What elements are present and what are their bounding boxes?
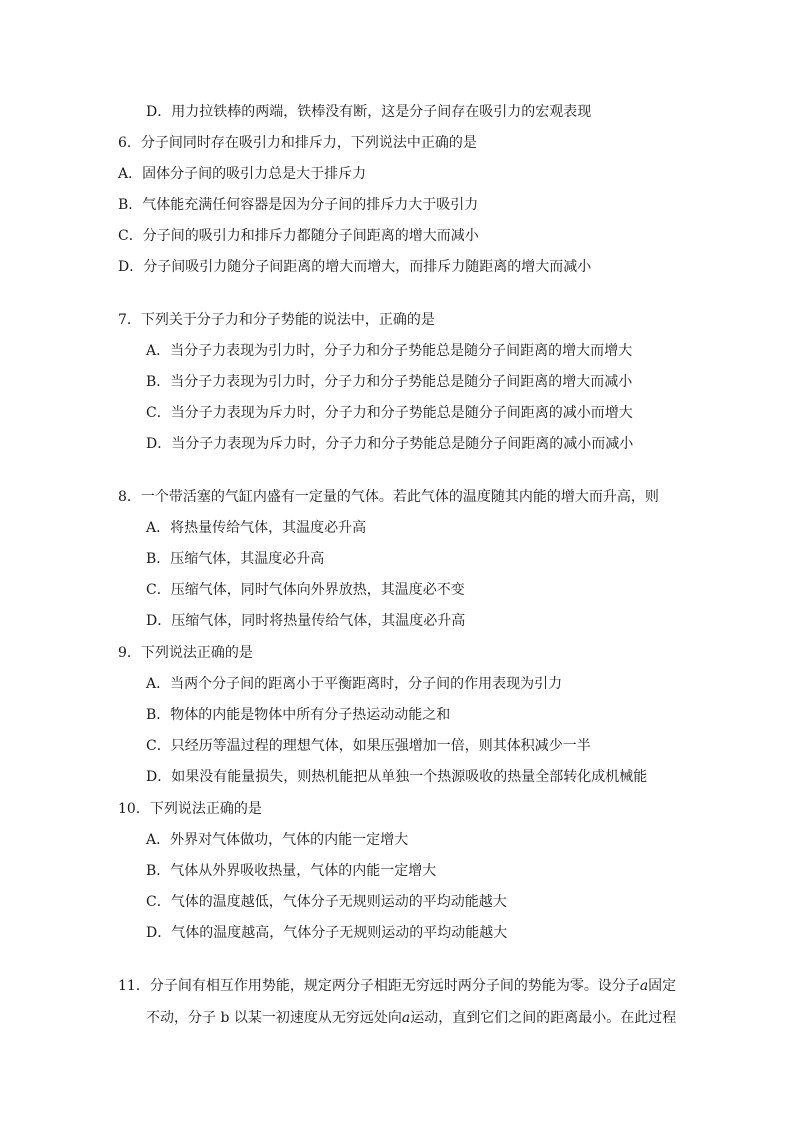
q7-option-b: B．当分子力表现为引力时，分子力和分子势能总是随分子间距离的增大而减小: [146, 374, 633, 390]
q11-stem-line-2: [146, 1008, 676, 1028]
q9-option-d: D．如果没有能量损失，则热机能把从单独一个热源吸收的热量全部转化成机械能: [146, 769, 648, 785]
q9-option-b: B．物体的内能是物体中所有分子热运动动能之和: [146, 707, 451, 723]
q11-text-2b: 运动，直到它们之间的距离最小。在此过程: [410, 1010, 677, 1026]
q9-option-a: A．当两个分子间的距离小于平衡距离时，分子间的作用表现为引力: [146, 676, 563, 692]
q8-option-b: B．压缩气体，其温度必升高: [146, 551, 325, 567]
q11-var-a-2: a: [401, 1010, 411, 1026]
q10-stem: 10．下列说法正确的是: [118, 801, 262, 817]
q5-option-d: D．用力拉铁棒的两端，铁棒没有断，这是分子间存在吸引力的宏观表现: [146, 104, 592, 120]
q6-option-b: B．气体能充满任何容器是因为分子间的排斥力大于吸引力: [118, 197, 479, 213]
q10-option-a: A．外界对气体做功，气体的内能一定增大: [146, 832, 409, 848]
q6-option-a: A．固体分子间的吸引力总是大于排斥力: [118, 166, 367, 182]
q10-option-b: B．气体从外界吸收热量，气体的内能一定增大: [146, 863, 437, 879]
q11-stem-line-1: [118, 976, 676, 996]
q7-option-a: A．当分子力表现为引力时，分子力和分子势能总是随分子间距离的增大而增大: [146, 343, 633, 359]
q11-text-1b: 固定: [648, 978, 677, 994]
q7-option-c: C．当分子力表现为斥力时，分子力和分子势能总是随分子间距离的减小而增大: [146, 405, 633, 421]
q11-text-1a: 11．分子间有相互作用势能，规定两分子相距无穷远时两分子间的势能为零。设分子: [118, 978, 640, 994]
q6-option-d: D．分子间吸引力随分子间距离的增大而增大，而排斥力随距离的增大而减小: [118, 259, 592, 275]
q6-stem: 6．分子间同时存在吸引力和排斥力，下列说法中正确的是: [118, 135, 477, 151]
q7-option-d: D．当分子力表现为斥力时，分子力和分子势能总是随分子间距离的减小而减小: [146, 436, 634, 452]
q7-stem: 7．下列关于分子力和分子势能的说法中，正确的是: [118, 312, 435, 328]
q10-option-c: C．气体的温度越低，气体分子无规则运动的平均动能越大: [146, 894, 507, 910]
q8-option-c: C．压缩气体，同时气体向外界放热，其温度必不变: [146, 582, 465, 598]
q11-text-2a: 不动，分子 b 以某一初速度从无穷远处向: [146, 1010, 402, 1026]
q8-option-a: A．将热量传给气体，其温度必升高: [146, 520, 367, 536]
q11-var-a: a: [639, 978, 649, 994]
q9-option-c: C．只经历等温过程的理想气体，如果压强增加一倍，则其体积减少一半: [146, 738, 591, 754]
q6-option-c: C．分子间的吸引力和排斥力都随分子间距离的增大而减小: [118, 228, 479, 244]
q8-stem: 8．一个带活塞的气缸内盛有一定量的气体。若此气体的温度随其内能的增大而升高，则: [118, 489, 659, 505]
q10-option-d: D．气体的温度越高，气体分子无规则运动的平均动能越大: [146, 925, 508, 941]
q8-option-d: D．压缩气体，同时将热量传给气体，其温度必升高: [146, 613, 466, 629]
q9-stem: 9．下列说法正确的是: [118, 645, 253, 661]
